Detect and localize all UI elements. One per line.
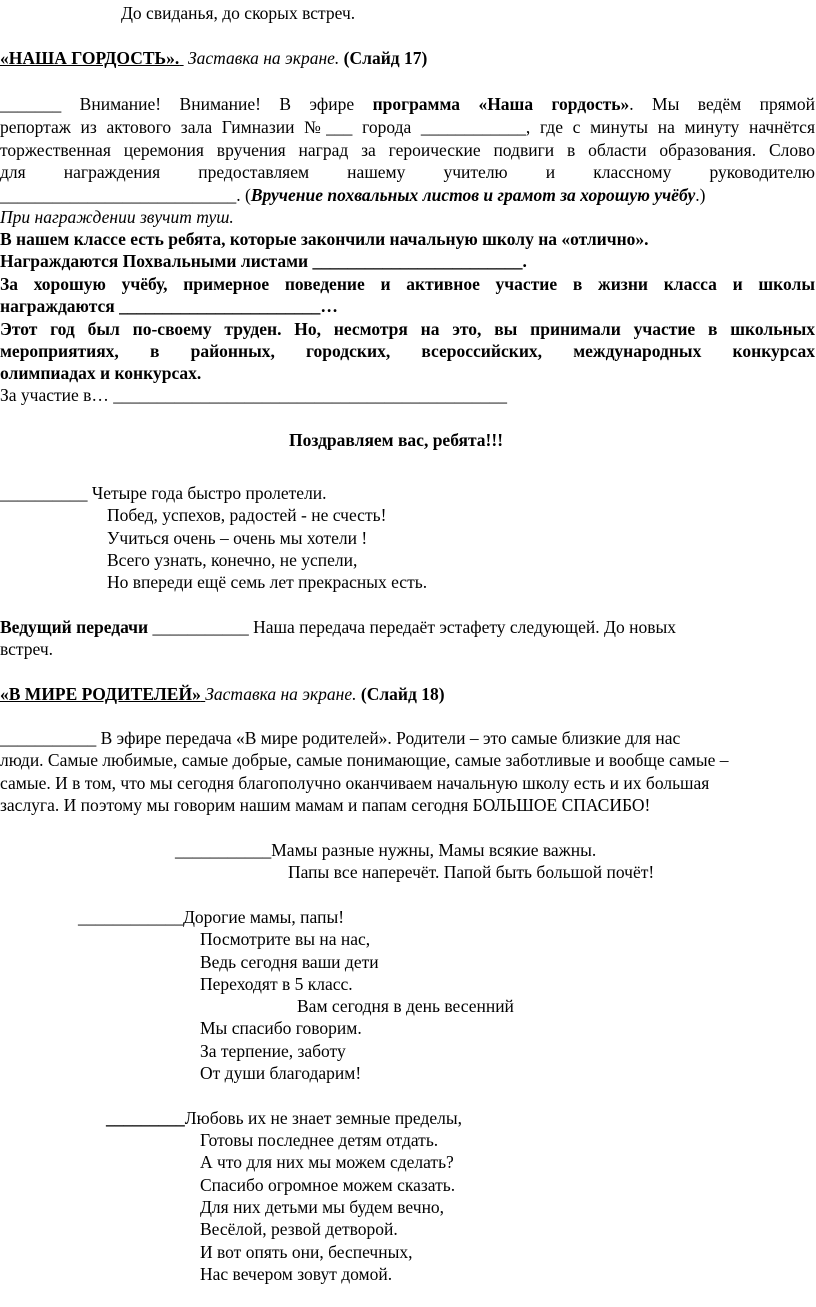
section2-slide: (Слайд 18) bbox=[360, 684, 445, 704]
section2-title: «В МИРЕ РОДИТЕЛЕЙ» bbox=[0, 684, 201, 704]
host-line-2: встреч. bbox=[0, 639, 54, 659]
poem3-line-5: Для них детьми мы будем вечно, bbox=[200, 1197, 445, 1217]
poem2-line-6: Мы спасибо говорим. bbox=[200, 1018, 362, 1038]
couplet-line-1: ___________Мамы разные нужны, Мамы всякие важны. bbox=[175, 840, 597, 860]
poem3-line-6: Весёлой, резвой детворой. bbox=[200, 1219, 398, 1239]
p1-line-3: торжественная церемония вручения наград за героические подвиги в области образования. Слово bbox=[0, 140, 815, 160]
poem3-line-3: А что для них мы можем сделать? bbox=[200, 1152, 454, 1172]
poem1-line-4: Всего узнать, конечно, не успели, bbox=[107, 550, 358, 570]
p1-line-5: ___________________________. (Вручение похвальных листов и грамот за хорошую учёбу.) bbox=[0, 185, 706, 205]
congrats-line: Поздравляем вас, ребята!!! bbox=[289, 430, 504, 450]
poem1-line-1: __________ Четыре года быстро пролетели. bbox=[0, 483, 327, 503]
poem3-line-2: Готовы последнее детям отдать. bbox=[200, 1130, 439, 1150]
poem2-line-8: От души благодарим! bbox=[200, 1063, 362, 1083]
section1-title: «НАША ГОРДОСТЬ». bbox=[0, 48, 180, 68]
poem2-line-5: Вам сегодня в день весенний bbox=[297, 996, 514, 1016]
p2-line-3: самые. И в том, что мы сегодня благополучно оканчиваем начальную школу есть и их большая bbox=[0, 773, 710, 793]
poem3-line-7: И вот опять они, беспечных, bbox=[200, 1242, 413, 1262]
p1-line-1: _______ Внимание! Внимание! В эфире программа «Наша гордость». Мы ведём прямой bbox=[0, 94, 816, 114]
poem2-line-3: Ведь сегодня ваши дети bbox=[200, 952, 379, 972]
section1-screen-note: Заставка на экране. bbox=[187, 48, 340, 68]
couplet-line-2: Папы все наперечёт. Папой быть большой почёт! bbox=[288, 862, 655, 882]
poem1-line-3: Учиться очень – очень мы хотели ! bbox=[107, 528, 368, 548]
p2-line-1: ___________ В эфире передача «В мире родителей». Родители – это самые близкие для нас bbox=[0, 728, 681, 748]
intro-line: До свиданья, до скорых встреч. bbox=[121, 3, 356, 23]
host-line-1: Ведущий передачи ___________ Наша передача передаёт эстафету следующей. До новых bbox=[0, 617, 676, 637]
honors-line-1: В нашем классе есть ребята, которые закончили начальную школу на «отлично». bbox=[0, 229, 649, 249]
honors-line-3: За хорошую учёбу, примерное поведение и активное участие в жизни класса и школы bbox=[0, 274, 815, 294]
poem2-line-7: За терпение, заботу bbox=[200, 1041, 346, 1061]
p2-line-2: люди. Самые любимые, самые добрые, самые понимающие, самые заботливые и вообще самые – bbox=[0, 750, 729, 770]
participation-line: За участие в… _____________________________________________ bbox=[0, 385, 508, 405]
poem1-line-2: Побед, успехов, радостей - не счесть! bbox=[107, 505, 387, 525]
poem3-line-8: Нас вечером зовут домой. bbox=[200, 1264, 393, 1284]
section2-heading bbox=[0, 683, 445, 706]
poem2-line-4: Переходят в 5 класс. bbox=[200, 974, 353, 994]
section1-slide: (Слайд 17) bbox=[343, 48, 428, 68]
poem3-line-1: _________Любовь их не знает земные пределы, bbox=[106, 1108, 463, 1128]
honors-line-5: Этот год был по-своему труден. Но, несмотря на это, вы принимали участие в школьных bbox=[0, 319, 815, 339]
p1-line-2: репортаж из актового зала Гимназии №___ города ____________, где с минуты на минуту начнётся bbox=[0, 117, 815, 137]
music-note: При награждении звучит туш. bbox=[0, 207, 234, 227]
honors-line-6: мероприятиях, в районных, городских, всероссийских, международных конкурсах bbox=[0, 341, 815, 361]
honors-line-4: награждаются _______________________… bbox=[0, 296, 338, 316]
section2-screen-note: Заставка на экране. bbox=[205, 684, 357, 704]
honors-line-2: Награждаются Похвальными листами ________________________. bbox=[0, 251, 527, 271]
section1-heading bbox=[0, 47, 427, 70]
p2-line-4: заслуга. И поэтому мы говорим нашим мамам и папам сегодня БОЛЬШОЕ СПАСИБО! bbox=[0, 795, 651, 815]
honors-line-7: олимпиадах и конкурсах. bbox=[0, 363, 202, 383]
poem3-line-4: Спасибо огромное можем сказать. bbox=[200, 1175, 456, 1195]
poem1-line-5: Но впереди ещё семь лет прекрасных есть. bbox=[107, 572, 428, 592]
p1-line-4: для награждения предоставляем нашему учителю и классному руководителю bbox=[0, 162, 815, 182]
poem2-line-1: ____________Дорогие мамы, папы! bbox=[78, 907, 345, 927]
poem2-line-2: Посмотрите вы на нас, bbox=[200, 929, 371, 949]
